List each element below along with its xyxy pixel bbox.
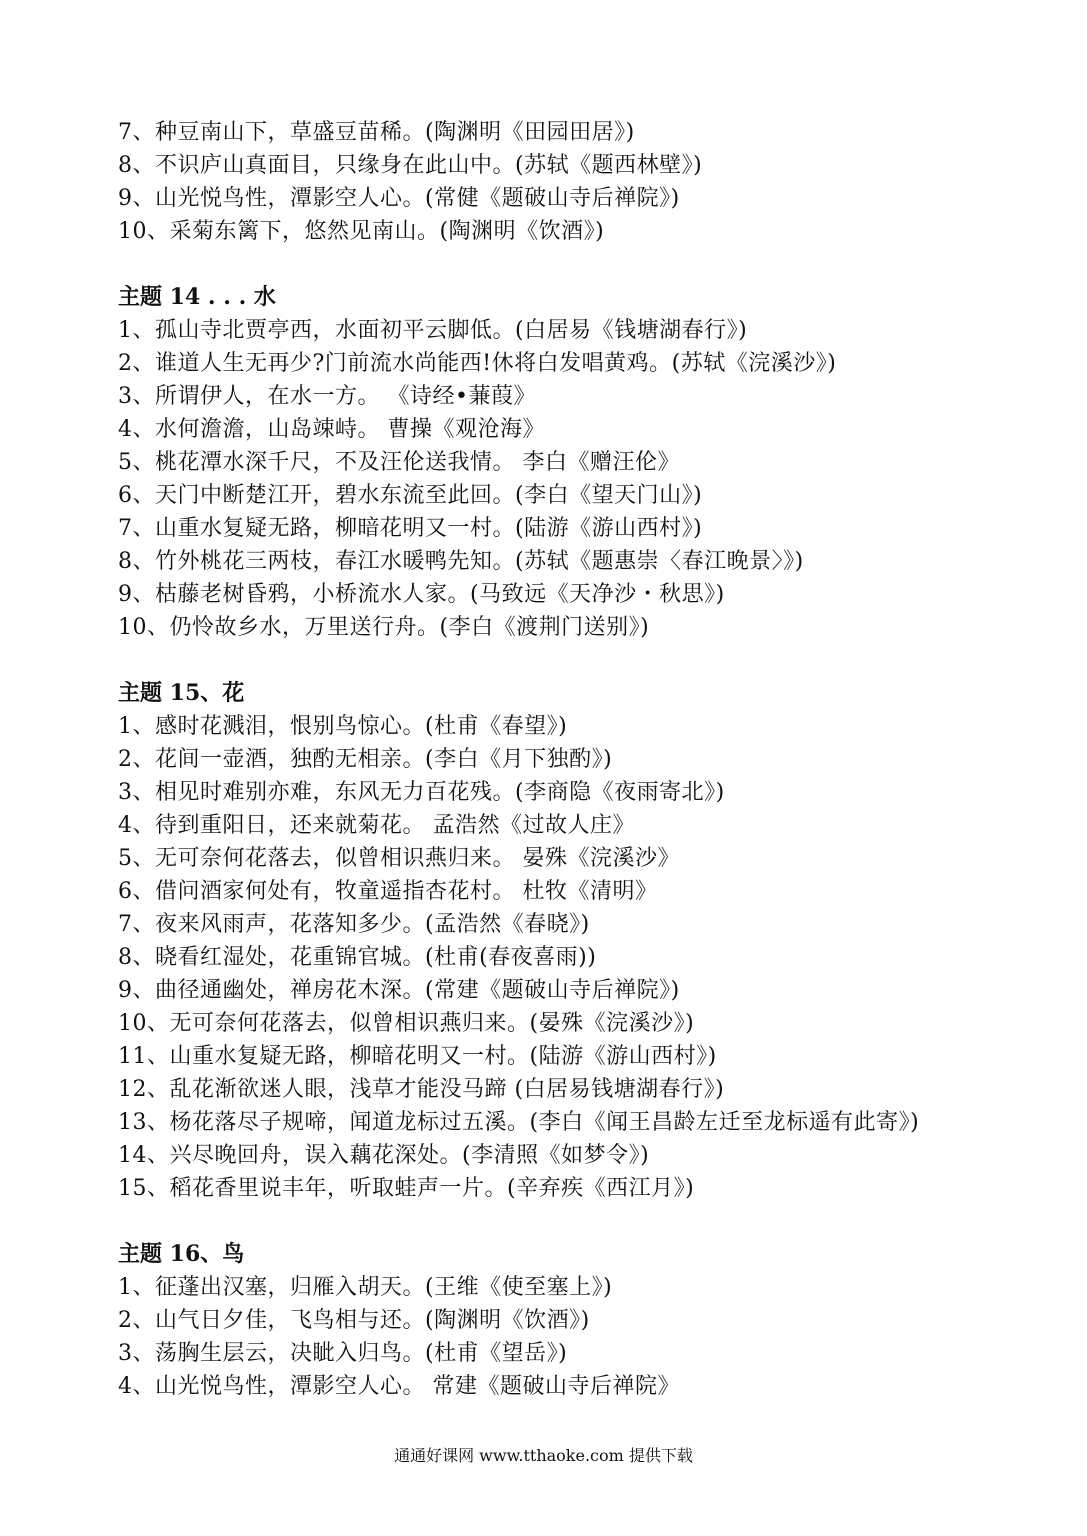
spacer [118,644,1018,677]
list-item: 11、山重水复疑无路，柳暗花明又一村。(陆游《游山西村》) [118,1044,717,1069]
section-heading: 主题 16、鸟 [118,1241,245,1267]
spacer [118,248,1018,281]
list-item: 1、孤山寺北贾亭西，水面初平云脚低。(白居易《钱塘湖春行》) [118,318,748,343]
list-item: 4、水何澹澹，山岛竦峙。 曹操《观沧海》 [118,417,545,442]
list-item: 5、无可奈何花落去，似曾相识燕归来。 晏殊《浣溪沙》 [118,846,680,871]
list-item: 7、种豆南山下，草盛豆苗稀。(陶渊明《田园田居》) [118,120,635,145]
list-item: 7、山重水复疑无路，柳暗花明又一村。(陆游《游山西村》) [118,516,703,541]
spacer [118,1205,1018,1238]
list-item: 10、无可奈何花落去，似曾相识燕归来。(晏殊《浣溪沙》) [118,1011,695,1036]
list-item: 9、曲径通幽处，禅房花木深。(常建《题破山寺后禅院》) [118,978,680,1003]
list-item: 9、枯藤老树昏鸦，小桥流水人家。(马致远《天净沙・秋思》) [118,582,725,607]
list-item: 3、所谓伊人，在水一方。 《诗经•蒹葭》 [118,384,536,409]
list-item: 3、荡胸生层云，决眦入归鸟。(杜甫《望岳》) [118,1341,568,1366]
page-footer: 通通好课网 www.tthaoke.com 提供下载 [394,1446,693,1465]
list-item: 7、夜来风雨声，花落知多少。(孟浩然《春晓》) [118,912,590,937]
list-item: 8、晓看红湿处，花重锦官城。(杜甫(春夜喜雨)) [118,945,597,970]
section-water [118,281,1018,644]
list-item: 8、竹外桃花三两枝，春江水暖鸭先知。(苏轼《题惠崇〈春江晚景〉》) [118,549,804,574]
section-heading: 主题 14 . . . 水 [118,284,276,310]
list-item: 4、待到重阳日，还来就菊花。 孟浩然《过故人庄》 [118,813,635,838]
list-item: 3、相见时难别亦难，东风无力百花残。(李商隐《夜雨寄北》) [118,780,725,805]
list-item: 5、桃花潭水深千尺，不及汪伦送我情。 李白《赠汪伦》 [118,450,680,475]
list-item: 15、稻花香里说丰年，听取蛙声一片。(辛弃疾《西江月》) [118,1176,695,1201]
list-item: 10、采菊东篱下，悠然见南山。(陶渊明《饮酒》) [118,219,605,244]
section-bird [118,1238,1018,1403]
list-item: 10、仍怜故乡水，万里送行舟。(李白《渡荆门送别》) [118,615,650,640]
document-body [118,116,1018,1403]
list-item: 2、山气日夕佳，飞鸟相与还。(陶渊明《饮酒》) [118,1308,590,1333]
list-item: 1、征蓬出汉塞，归雁入胡天。(王维《使至塞上》) [118,1275,613,1300]
intro-list [118,116,1018,248]
list-item: 2、谁道人生无再少?门前流水尚能西!休将白发唱黄鸡。(苏轼《浣溪沙》) [118,351,837,376]
list-item: 9、山光悦鸟性，潭影空人心。(常健《题破山寺后禅院》) [118,186,680,211]
section-flower [118,677,1018,1205]
list-item: 12、乱花渐欲迷人眼，浅草才能没马蹄 (白居易钱塘湖春行》) [118,1077,725,1102]
list-item: 1、感时花溅泪，恨别鸟惊心。(杜甫《春望》) [118,714,568,739]
list-item: 2、花间一壶酒，独酌无相亲。(李白《月下独酌》) [118,747,613,772]
list-item: 6、借问酒家何处有，牧童遥指杏花村。 杜牧《清明》 [118,879,658,904]
list-item: 6、天门中断楚江开，碧水东流至此回。(李白《望天门山》) [118,483,703,508]
list-item: 13、杨花落尽子规啼，闻道龙标过五溪。(李白《闻王昌龄左迁至龙标遥有此寄》) [118,1110,920,1135]
list-item: 14、兴尽晚回舟，误入藕花深处。(李清照《如梦令》) [118,1143,650,1168]
section-heading: 主题 15、花 [118,680,245,706]
list-item: 8、不识庐山真面目，只缘身在此山中。(苏轼《题西林壁》) [118,153,703,178]
list-item: 4、山光悦鸟性，潭影空人心。 常建《题破山寺后禅院》 [118,1374,680,1399]
